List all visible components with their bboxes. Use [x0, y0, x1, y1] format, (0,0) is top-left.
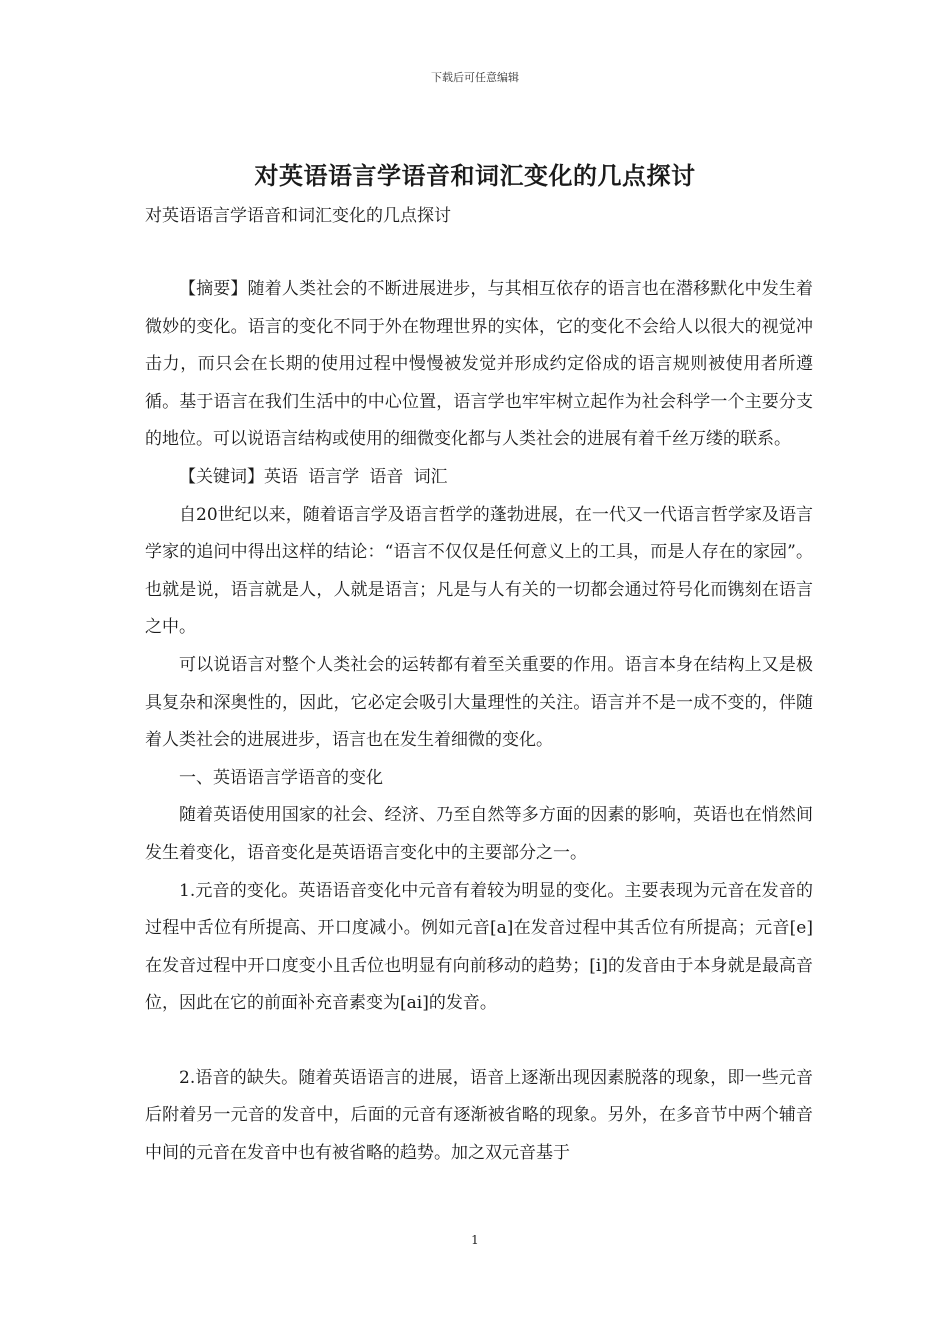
abstract-paragraph: 【摘要】随着人类社会的不断进展进步，与其相互依存的语言也在潜移默化中发生着微妙的变化。语言的变化不同于外在物理世界的实体，它的变化不会给人以很大的视觉冲击力，而只会在长期的使用过程中慢慢被发觉并形成约定俗成的语言规则被使用者所遵循。基于语言在我们生活中的中心位置，语言学也牢牢树立起作为社会科学一个主要分支的地位。可以说语言结构或使用的细微变化都与人类社会的进展有着千丝万缕的联系。	[145, 279, 813, 450]
body-paragraph: 随着英语使用国家的社会、经济、乃至自然等多方面的因素的影响，英语也在悄然间发生着变化，语音变化是英语语言变化中的主要部分之一。	[145, 805, 813, 863]
keywords-paragraph	[145, 459, 813, 497]
keyword: 词汇	[413, 466, 448, 487]
body-paragraph: 自20世纪以来，随着语言学及语言哲学的蓬勃进展，在一代又一代语言哲学家及语言学家的追问中得出这样的结论：“语言不仅仅是任何意义上的工具，而是人存在的家园”。也就是说，语言就是人，人就是语言；凡是与人有关的一切都会通过符号化而镌刻在语言之中。	[145, 504, 813, 638]
header-note: 下载后可任意编辑	[431, 71, 519, 84]
body-paragraph: 1.元音的变化。英语语音变化中元音有着较为明显的变化。主要表现为元音在发音的过程中舌位有所提高、开口度减小。例如元音[a]在发音过程中其舌位有所提高；元音[e]在发音过程中开口度变小且舌位也明显有向前移动的趋势；[i]的发音由于本身就是最高音位，因此在它的前面补充音素变为[ai]的发音。	[145, 880, 813, 1014]
document-subtitle: 对英语语言学语音和词汇变化的几点探讨	[145, 206, 451, 226]
page-number: 1	[471, 1233, 479, 1247]
body-paragraph: 2.语音的缺失。随着英语语言的进展，语音上逐渐出现因素脱落的现象，即一些元音后附着另一元音的发音中，后面的元音有逐渐被省略的现象。另外，在多音节中两个辅音中间的元音在发音中也有被省略的趋势。加之双元音基于	[145, 1067, 813, 1164]
keyword: 英语	[264, 466, 298, 487]
keywords-label: 【关键词】	[179, 466, 264, 487]
keyword: 语言学	[308, 466, 360, 487]
document-body	[145, 271, 813, 1173]
body-paragraph: 可以说语言对整个人类社会的运转都有着至关重要的作用。语言本身在结构上又是极具复杂和深奥性的，因此，它必定会吸引大量理性的关注。语言并不是一成不变的，伴随着人类社会的进展进步，语言也在发生着细微的变化。	[145, 654, 813, 751]
document-title: 对英语语言学语音和词汇变化的几点探讨	[254, 161, 696, 190]
section-heading: 一、英语语言学语音的变化	[179, 767, 383, 788]
keyword: 语音	[369, 466, 404, 487]
